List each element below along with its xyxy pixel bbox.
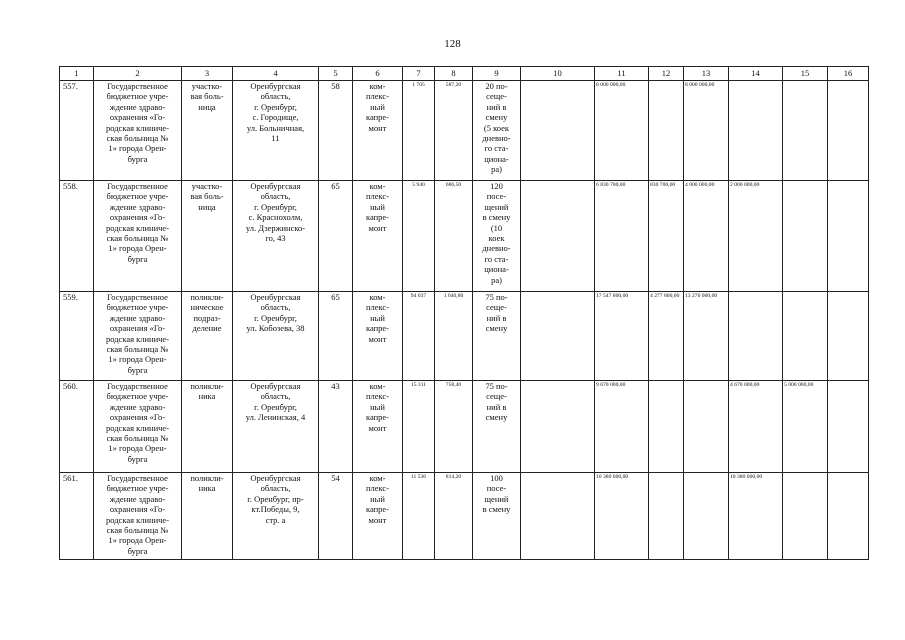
column-12-amount: [649, 81, 684, 181]
facility-type: участко- вая боль- ница: [182, 81, 233, 181]
column-number: 6: [353, 67, 403, 81]
row-number: 561.: [60, 473, 94, 560]
column-8-value: 1 040,80: [435, 292, 473, 381]
institution-name: Государственное бюджетное учре- ждение здраво- охранения «Го- родская клиниче- ская больница № 1» города Орен- бурга: [94, 81, 182, 181]
facility-type: поликли- ника: [182, 473, 233, 560]
column-15-amount: 5 000 000,00: [783, 381, 828, 473]
column-number: 5: [319, 67, 353, 81]
column-16-amount: [828, 381, 869, 473]
table-body: [60, 67, 869, 560]
institution-name: Государственное бюджетное учре- ждение здраво- охранения «Го- родская клиниче- ская больница № 1» города Орен- бурга: [94, 473, 182, 560]
column-10-value: [521, 381, 595, 473]
column-7-value: 11 536: [403, 473, 435, 560]
column-8-value: 814,20: [435, 473, 473, 560]
column-number: 1: [60, 67, 94, 81]
column-number: 14: [729, 67, 783, 81]
facility-type: поликли- ническое подраз- деление: [182, 292, 233, 381]
column-14-amount: 2 000 000,00: [729, 181, 783, 292]
table-row: [60, 81, 869, 181]
column-8-value: 758,40: [435, 381, 473, 473]
column-number: 3: [182, 67, 233, 81]
capital-repair-table: [59, 66, 869, 560]
column-7-value: 5 940: [403, 181, 435, 292]
column-16-amount: [828, 181, 869, 292]
column-7-value: 1 705: [403, 81, 435, 181]
column-number: 9: [473, 67, 521, 81]
column-13-amount: 8 000 000,00: [684, 81, 729, 181]
column-16-amount: [828, 81, 869, 181]
column-11-amount: 9 670 000,00: [595, 381, 649, 473]
institution-name: Государственное бюджетное учре- ждение здраво- охранения «Го- родская клиниче- ская больница № 1» города Орен- бурга: [94, 381, 182, 473]
column-5-value: 43: [319, 381, 353, 473]
row-number: 557.: [60, 81, 94, 181]
column-number: 7: [403, 67, 435, 81]
work-type: ком- плекс- ный капре- монт: [353, 381, 403, 473]
facility-address: Оренбургская область, г. Оренбург, ул. Ленинская, 4: [233, 381, 319, 473]
column-12-amount: [649, 473, 684, 560]
column-5-value: 65: [319, 292, 353, 381]
column-13-amount: [684, 473, 729, 560]
column-11-amount: 10 380 000,00: [595, 473, 649, 560]
column-8-value: 686,50: [435, 181, 473, 292]
facility-type: поликли- ника: [182, 381, 233, 473]
column-12-amount: [649, 381, 684, 473]
column-number: 12: [649, 67, 684, 81]
column-9-value: 120 посе- щений в смену (10 коек дневно- го ста- циона- ра): [473, 181, 521, 292]
column-8-value: 587,20: [435, 81, 473, 181]
column-15-amount: [783, 81, 828, 181]
column-15-amount: [783, 473, 828, 560]
column-10-value: [521, 181, 595, 292]
column-13-amount: 13 270 000,00: [684, 292, 729, 381]
work-type: ком- плекс- ный капре- монт: [353, 473, 403, 560]
column-number: 4: [233, 67, 319, 81]
column-10-value: [521, 473, 595, 560]
column-12-amount: 4 277 800,00: [649, 292, 684, 381]
column-11-amount: 6 830 700,00: [595, 181, 649, 292]
column-number: 13: [684, 67, 729, 81]
column-13-amount: 4 000 000,00: [684, 181, 729, 292]
column-16-amount: [828, 292, 869, 381]
column-number: 16: [828, 67, 869, 81]
column-9-value: 100 посе- щений в смену: [473, 473, 521, 560]
column-number: 2: [94, 67, 182, 81]
work-type: ком- плекс- ный капре- монт: [353, 181, 403, 292]
table-row: [60, 381, 869, 473]
column-14-amount: [729, 292, 783, 381]
column-7-value: 15 311: [403, 381, 435, 473]
facility-type: участко- вая боль- ница: [182, 181, 233, 292]
column-number: 8: [435, 67, 473, 81]
table-row: [60, 473, 869, 560]
table-row: [60, 181, 869, 292]
column-5-value: 65: [319, 181, 353, 292]
column-9-value: 20 по- сеще- ний в смену (5 коек дневно- го ста- циона- ра): [473, 81, 521, 181]
column-14-amount: [729, 81, 783, 181]
facility-address: Оренбургская область, г. Оренбург, с. Городище, ул. Больничная, 11: [233, 81, 319, 181]
column-16-amount: [828, 473, 869, 560]
column-12-amount: 830 700,00: [649, 181, 684, 292]
column-number-row: [60, 67, 869, 81]
column-14-amount: 4 670 000,00: [729, 381, 783, 473]
column-5-value: 54: [319, 473, 353, 560]
column-5-value: 58: [319, 81, 353, 181]
column-9-value: 75 по- сеще- ний в смену: [473, 292, 521, 381]
column-10-value: [521, 81, 595, 181]
column-15-amount: [783, 181, 828, 292]
page-number: 128: [444, 38, 461, 50]
column-number: 15: [783, 67, 828, 81]
column-11-amount: 17 547 800,00: [595, 292, 649, 381]
row-number: 559.: [60, 292, 94, 381]
column-14-amount: 10 380 000,00: [729, 473, 783, 560]
work-type: ком- плекс- ный капре- монт: [353, 81, 403, 181]
column-10-value: [521, 292, 595, 381]
row-number: 560.: [60, 381, 94, 473]
column-11-amount: 8 000 000,00: [595, 81, 649, 181]
facility-address: Оренбургская область, г. Оренбург, пр- кт.Победы, 9, стр. а: [233, 473, 319, 560]
work-type: ком- плекс- ный капре- монт: [353, 292, 403, 381]
institution-name: Государственное бюджетное учре- ждение здраво- охранения «Го- родская клиниче- ская больница № 1» города Орен- бурга: [94, 292, 182, 381]
facility-address: Оренбургская область, г. Оренбург, ул. Кобозева, 38: [233, 292, 319, 381]
facility-address: Оренбургская область, г. Оренбург, с. Краснохолм, ул. Дзержинско- го, 43: [233, 181, 319, 292]
row-number: 558.: [60, 181, 94, 292]
column-15-amount: [783, 292, 828, 381]
column-7-value: 94 037: [403, 292, 435, 381]
column-9-value: 75 по- сеще- ний в смену: [473, 381, 521, 473]
column-number: 10: [521, 67, 595, 81]
table-row: [60, 292, 869, 381]
column-13-amount: [684, 381, 729, 473]
institution-name: Государственное бюджетное учре- ждение здраво- охранения «Го- родская клиниче- ская больница № 1» города Орен- бурга: [94, 181, 182, 292]
column-number: 11: [595, 67, 649, 81]
